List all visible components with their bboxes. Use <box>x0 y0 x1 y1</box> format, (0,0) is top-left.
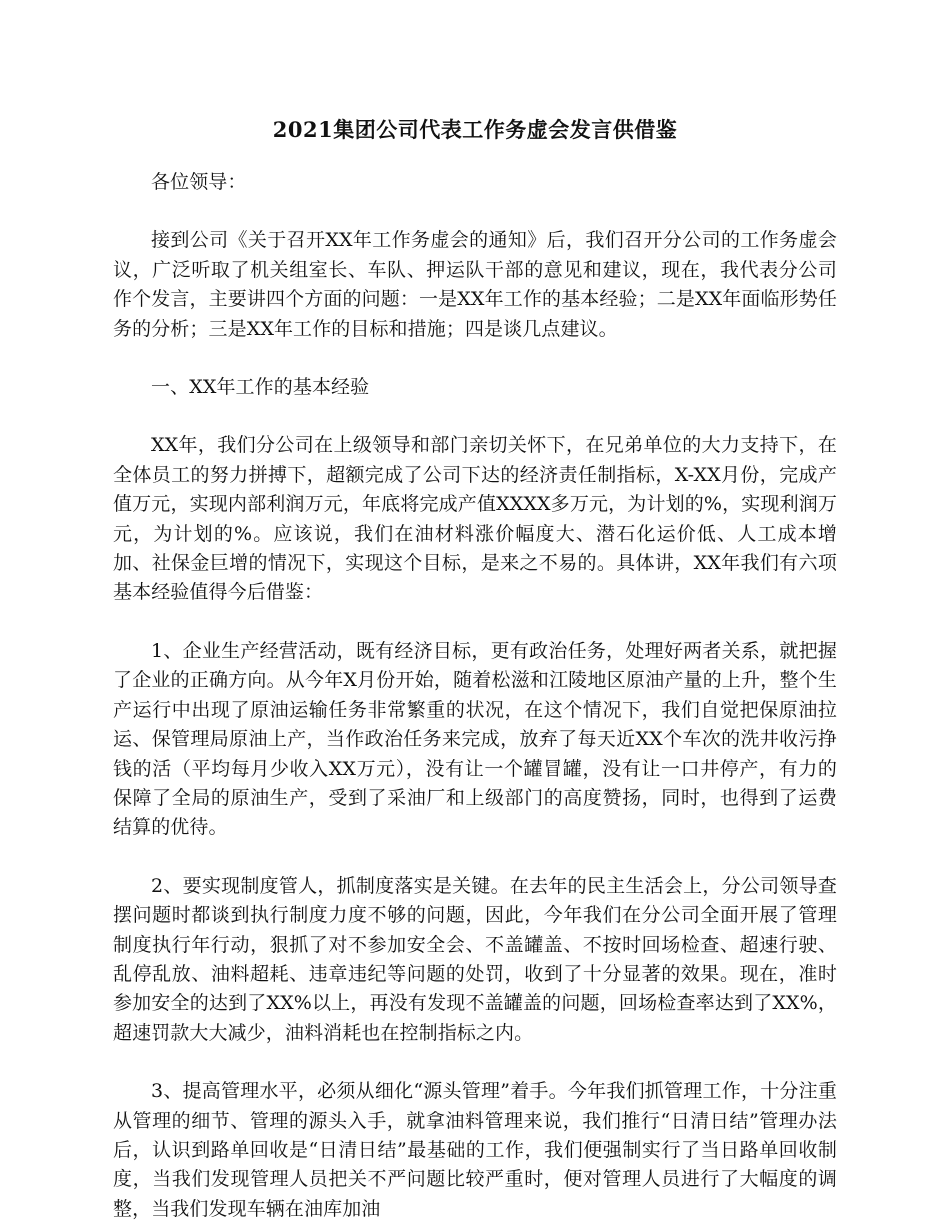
document-page <box>113 0 837 1230</box>
spacer <box>113 197 837 226</box>
spacer <box>113 147 837 168</box>
salutation: 各位领导： <box>151 171 247 193</box>
section-heading: 一、XX年工作的基本经验 <box>151 376 370 399</box>
intro-paragraph: 接到公司《关于召开XX年工作务虚会的通知》后，我们召开分公司的工作务虚会议，广泛听取了机关组室长、车队、押运队干部的意见和建议，现在，我代表分公司作个发言，主要讲四个方面的问题：一是XX年工作的基本经验；二是XX年面临形势任务的分析；三是XX年工作的目标和措施；四是谈几点建议。 <box>113 229 837 340</box>
body-paragraph: 2、要实现制度管人，抓制度落实是关键。在去年的民主生活会上，分公司领导查摆问题时都谈到执行制度力度不够的问题，因此，今年我们在分公司全面开展了管理制度执行年行动，狠抓了对不参加安全会、不盖罐盖、不按时回场检查、超速行驶、乱停乱放、油料超耗、违章违纪等问题的处罚，收到了十分显著的效果。现在，准时参加安全的达到了XX%以上，再没有发现不盖罐盖的问题，回场检查率达到了XX%，超速罚款大大减少，油料消耗也在控制指标之内。 <box>113 874 837 1044</box>
spacer <box>113 843 837 872</box>
spacer <box>113 344 837 373</box>
body-paragraph: XX年，我们分公司在上级领导和部门亲切关怀下，在兄弟单位的大力支持下，在全体员工的努力拼搏下，超额完成了公司下达的经济责任制指标，X-XX月份，完成产值万元，实现内部利润万元，年底将完成产值XXXX多万元，为计划的%，实现利润万元，为计划的%。应该说，我们在油材料涨价幅度大、潜石化运价低、人工成本增加、社保金巨增的情况下，实现这个目标，是来之不易的。具体讲，XX年我们有六项基本经验值得今后借鉴： <box>113 434 837 604</box>
body-paragraph: 3、提高管理水平，必须从细化“源头管理”着手。今年我们抓管理工作，十分注重从管理的细节、管理的源头入手，就拿油料管理来说，我们推行“日清日结”管理办法后，认识到路单回收是“日清日结”最基础的工作，我们便强制实行了当日路单回收制度，当我们发现管理人员把关不严问题比较严重时，便对管理人员进行了大幅度的调整，当我们发现车辆在油库加油 <box>113 1080 837 1220</box>
spacer <box>113 402 837 431</box>
spacer <box>113 1048 837 1077</box>
spacer <box>113 608 837 637</box>
body-paragraph: 1、企业生产经营活动，既有经济目标，更有政治任务，处理好两者关系，就把握了企业的正确方向。从今年X月份开始，随着松滋和江陵地区原油产量的上升，整个生产运行中出现了原油运输任务非常繁重的状况，在这个情况下，我们自觉把保原油拉运、保管理局原油上产，当作政治任务来完成，放弃了每天近XX个车次的洗井收污挣钱的活（平均每月少收入XX万元），没有让一个罐冒罐，没有让一口井停产，有力的保障了全局的原油生产，受到了采油厂和上级部门的高度赞扬，同时，也得到了运费结算的优待。 <box>113 639 837 839</box>
document-title: 2021集团公司代表工作务虚会发言供借鉴 <box>272 117 678 142</box>
